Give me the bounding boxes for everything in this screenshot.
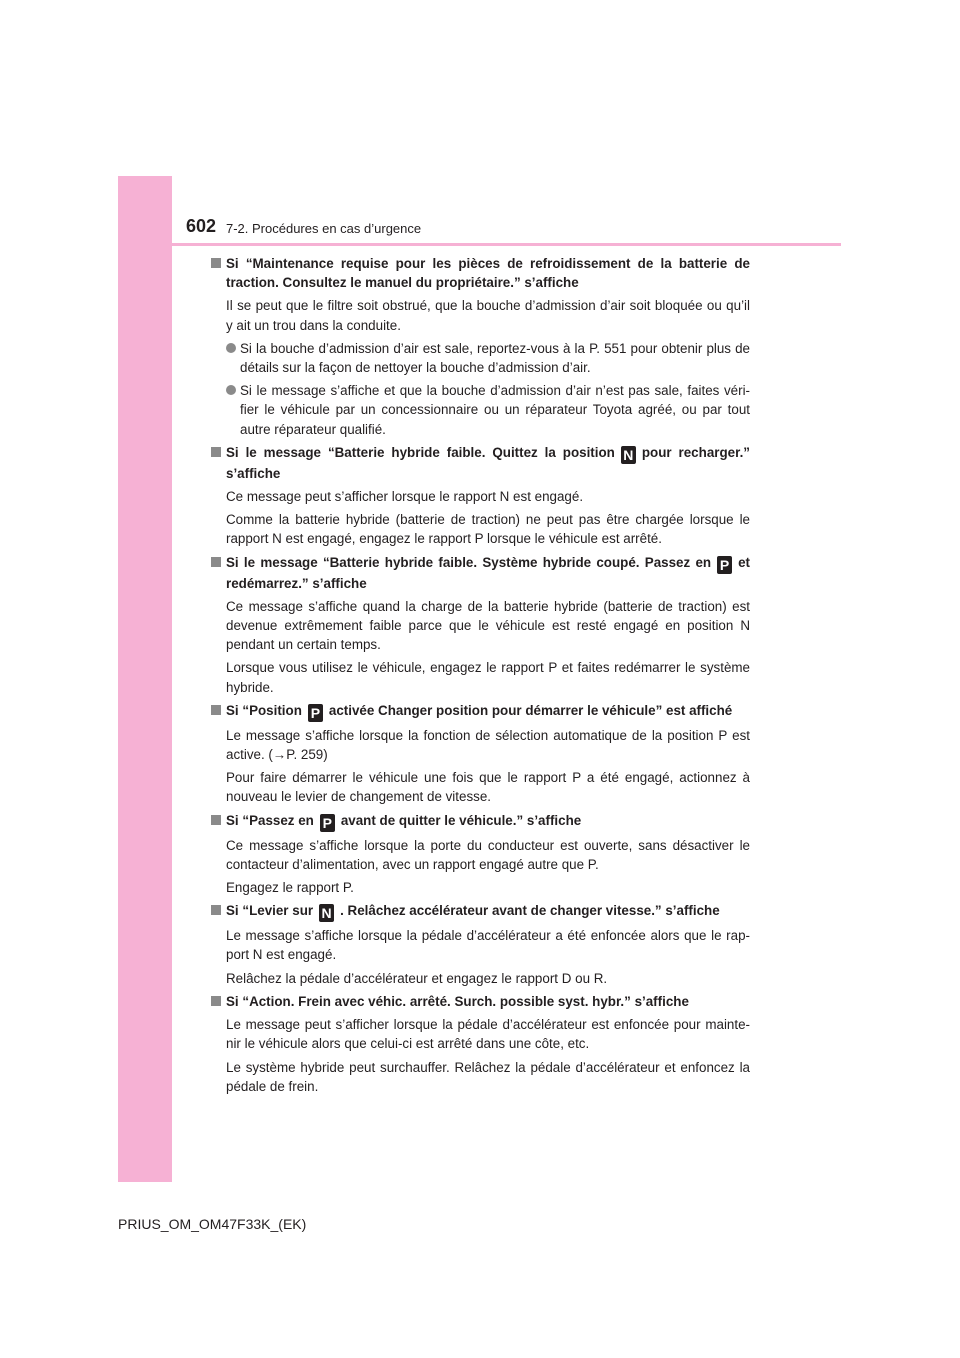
paragraph: Le message s’affiche lorsque la fonction de sélection automatique de la position P est active. (→P. 259) (226, 727, 750, 763)
section-heading: Si “Action. Frein avec véhic. arrêté. Surch. possible syst. hybr.” s’affiche (211, 992, 750, 1011)
paragraph: Il se peut que le filtre soit obstrué, que la bouche d’admission d’air soit bloquée ou qu’il y ait un trou dans la conduite. (226, 298, 750, 333)
paragraph: Ce message s’affiche lorsque la porte du conducteur est ouverte, sans désactiver le contacteur d’alimentation, avec un rapport engagé autre que P. (226, 837, 750, 872)
section-heading: Si “Passez en P avant de quitter le véhicule.” s’affiche (211, 811, 750, 832)
circle-bullet-icon (226, 385, 236, 395)
square-bullet-icon (211, 258, 221, 268)
paragraph: Pour faire démarrer le véhicule une fois que le rapport P a été engagé, actionnez à nouveau le levier de changement de vitesse. (226, 770, 750, 805)
paragraph: Engagez le rapport P. (226, 880, 354, 896)
header-rule (172, 243, 841, 246)
circle-bullet-icon (226, 343, 236, 353)
bullet-item: Si la bouche d’admission d’air est sale, reportez-vous à la P. 551 pour obtenir plus de détails sur la façon de nettoyer la bouche d’admission d’air. (226, 339, 750, 377)
section-lever-n (211, 901, 750, 988)
document-code: PRIUS_OM_OM47F33K_(EK) (118, 1216, 307, 1232)
gear-p-icon: P (308, 704, 323, 722)
content (211, 254, 750, 1100)
gear-n-icon: N (621, 446, 636, 464)
paragraph: Le message s’affiche lorsque la pédale d’accélérateur a été enfoncée alors que le rap- port N est engagé. (226, 928, 750, 963)
paragraph: Lorsque vous utilisez le véhicule, engagez le rapport P et faites redémarrer le système hybride. (226, 660, 750, 695)
paragraph: Ce message peut s’afficher lorsque le rapport N est engagé. (226, 489, 584, 505)
section-position-p-active (211, 701, 750, 807)
section-battery-low-n (211, 443, 750, 549)
section-title: 7-2. Procédures en cas d’urgence (226, 221, 422, 236)
section-battery-cooling (211, 254, 750, 439)
section-hybrid-off (211, 553, 750, 697)
gear-p-icon: P (320, 814, 335, 832)
page-number: 602 (186, 216, 217, 236)
gear-n-icon: N (319, 904, 334, 922)
gear-p-icon: P (717, 556, 732, 574)
section-shift-to-p (211, 811, 750, 898)
square-bullet-icon (211, 557, 221, 567)
paragraph: Relâchez la pédale d’accélérateur et engagez le rapport D ou R. (226, 970, 608, 986)
section-heading: Si le message “Batterie hybride faible. Système hybride coupé. Passez en P et redémarrez.” s’affiche (211, 553, 750, 593)
square-bullet-icon (211, 447, 221, 457)
square-bullet-icon (211, 996, 221, 1006)
paragraph: Le message peut s’afficher lorsque la pédale d’accélérateur est enfoncée pour mainte- nir le véhicule alors que celui-ci est arrêté dans une côte, etc. (226, 1017, 750, 1052)
section-heading: Si le message “Batterie hybride faible. Quittez la position N pour recharger.” s’affiche (211, 443, 750, 483)
section-brake-overheat (211, 992, 750, 1096)
paragraph: Comme la batterie hybride (batterie de traction) ne peut pas être chargée lorsque le rapport N est engagé, engagez le rapport P lorsque le véhicule est arrêté. (226, 512, 750, 547)
paragraph: Ce message s’affiche quand la charge de la batterie hybride (batterie de traction) est devenue extrêmement faible parce que le véhicule est resté engagé en position N pendant un certain temps. (226, 598, 750, 653)
section-heading: Si “Levier sur N . Relâchez accélérateur avant de changer vitesse.” s’affiche (211, 901, 750, 922)
square-bullet-icon (211, 705, 221, 715)
square-bullet-icon (211, 905, 221, 915)
bullet-item: Si le message s’affiche et que la bouche d’admission d’air n’est pas sale, faites véri- fier le véhicule par un concessionnaire ou un réparateur Toyota agréé, ou par tout autre réparateur qualifié. (226, 381, 750, 439)
page-margin-tab (118, 176, 172, 1182)
paragraph: Le système hybride peut surchauffer. Relâchez la pédale d’accélérateur et enfoncez la pédale de frein. (226, 1059, 750, 1094)
square-bullet-icon (211, 815, 221, 825)
section-heading: Si “Maintenance requise pour les pièces de refroidissement de la batterie de traction. Consultez le manuel du propriétaire.” s’affiche (211, 254, 750, 292)
section-heading: Si “Position P activée Changer position pour démarrer le véhicule” est affiché (211, 701, 750, 722)
